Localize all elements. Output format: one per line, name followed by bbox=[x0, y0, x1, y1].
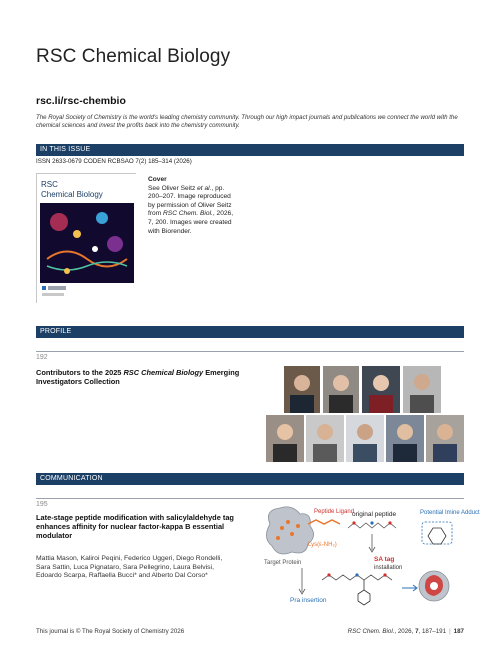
journal-intro: The Royal Society of Chemistry is the world's leading chemistry community. Through our high impact journals and publications we connect the world with the chemical sciences and invest the profits back into the chemistry community. bbox=[36, 114, 458, 130]
profile-page-number: 192 bbox=[36, 354, 48, 361]
cover-art bbox=[37, 174, 137, 304]
footer-volume: 7 bbox=[415, 628, 419, 635]
in-this-issue-heading: IN THIS ISSUE bbox=[36, 144, 464, 156]
profile-title-1: Contributors to the 2025 bbox=[36, 368, 124, 377]
footer-pages: , 187–191 bbox=[418, 628, 447, 635]
journal-url[interactable]: rsc.li/rsc-chembio bbox=[36, 95, 126, 107]
label-lys: Lys(ε-NH₂) bbox=[308, 542, 337, 548]
cover-mini-title-1: RSC bbox=[41, 180, 58, 189]
cover-label: Cover bbox=[148, 176, 167, 183]
journal-title: RSC Chemical Biology bbox=[36, 46, 231, 67]
cover-text-1: See Oliver Seitz bbox=[148, 184, 198, 192]
label-original-peptide: original peptide bbox=[352, 511, 397, 518]
communication-authors: Mattia Mason, Kaliroi Peqini, Federico Uggeri, Diego Rondelli, Sara Sattin, Luca Pignataro, Sara Pellegrino, Laura Belvisi, Edoardo Scarpa, Raffaella Bucci* and Alberto Dal Corso* bbox=[36, 555, 223, 580]
profile-title-italic: RSC Chemical Biology bbox=[123, 368, 204, 377]
footer-separator: | bbox=[449, 628, 451, 635]
toc-graphic-art bbox=[262, 506, 480, 614]
target-protein-shape bbox=[266, 507, 313, 554]
label-peptide-ligand: Peptide Ligand bbox=[314, 509, 355, 515]
footer-year: , 2026, bbox=[394, 628, 416, 635]
cover-text-etal: et al. bbox=[197, 184, 212, 192]
cover-mini-title-2: Chemical Biology bbox=[41, 190, 103, 199]
label-pra-insertion: Pra insertion bbox=[290, 597, 327, 604]
communication-page-number: 195 bbox=[36, 501, 48, 508]
cover-text-journal: RSC Chem. Biol. bbox=[163, 210, 213, 218]
cover-caption bbox=[148, 176, 238, 236]
issn-line: ISSN 2633-0679 CODEN RCBSAO 7(2) 185–314 (2026) bbox=[36, 158, 192, 165]
footer-citation bbox=[348, 628, 464, 635]
profile-heading: PROFILE bbox=[36, 326, 464, 338]
label-sa-tag: SA tag bbox=[374, 556, 395, 563]
cover-text-2: , pp. 200–207. Image reproduced by permission of Oliver Seitz from bbox=[148, 184, 232, 218]
profile-article-title[interactable] bbox=[36, 368, 246, 386]
toc-graphic[interactable] bbox=[262, 506, 480, 614]
footer-page-number: 187 bbox=[453, 628, 464, 635]
communication-rule bbox=[36, 498, 464, 499]
communication-heading: COMMUNICATION bbox=[36, 473, 464, 485]
contributor-photos[interactable] bbox=[266, 366, 464, 462]
communication-article-title[interactable]: Late-stage peptide modification with salicylaldehyde tag enhances affinity for nuclear factor-kappa B essential modulator bbox=[36, 513, 234, 541]
cover-image[interactable] bbox=[36, 173, 136, 303]
footer-copyright: This journal is © The Royal Society of Chemistry 2026 bbox=[36, 628, 185, 635]
cover-text-3: , 2026, 7, 200. Images were created with Biorender. bbox=[148, 210, 234, 235]
label-potential: Potential Imine Adduct bbox=[420, 510, 480, 516]
contributor-photo-grid bbox=[266, 366, 464, 462]
footer-journal: RSC Chem. Biol. bbox=[347, 628, 395, 635]
label-target-protein: Target Protein bbox=[264, 560, 302, 566]
profile-rule bbox=[36, 351, 464, 352]
label-installation: installation bbox=[374, 565, 403, 571]
profile-title-2: Emerging Investigators Collection bbox=[36, 368, 240, 387]
